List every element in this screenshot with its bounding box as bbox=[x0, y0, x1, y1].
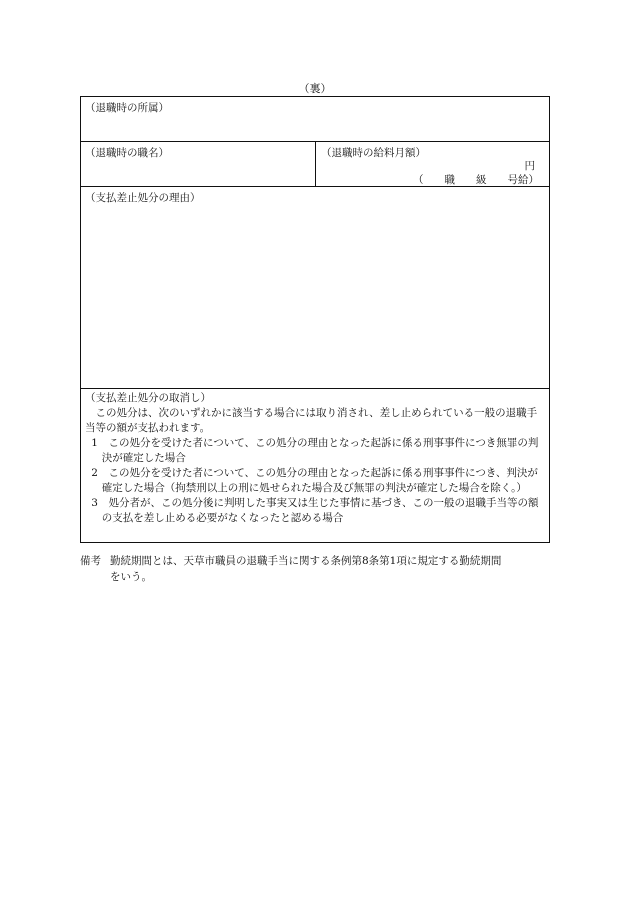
reason-row bbox=[81, 187, 549, 389]
grade-field: （ 職 級 号給） bbox=[413, 174, 539, 186]
column-divider bbox=[315, 142, 316, 186]
cancellation-item: 1 この処分を受けた者について、この処分の理由となった起訴に係る刑事事件につき無罪の判決が確定した場合 bbox=[91, 437, 539, 464]
cancellation-text bbox=[85, 391, 545, 526]
cancellation-label: （支払差止処分の取消し） bbox=[85, 392, 211, 404]
remarks-text-line2: をいう。 bbox=[110, 571, 152, 583]
salary-label: （退職時の給料月額） bbox=[321, 147, 426, 159]
position-label: （退職時の職名） bbox=[85, 147, 169, 159]
remarks-note bbox=[80, 553, 560, 585]
remarks-label: 備考 bbox=[80, 555, 101, 567]
remarks-text-line1: 勤続期間とは、天草市職員の退職手当に関する条例第8条第1項に規定する勤続期間 bbox=[110, 555, 502, 567]
affiliation-row bbox=[81, 97, 549, 142]
position-salary-row bbox=[81, 142, 549, 187]
page-side-label: （裏） bbox=[298, 82, 332, 95]
reason-label: （支払差止処分の理由） bbox=[85, 192, 201, 204]
yen-unit: 円 bbox=[524, 160, 535, 172]
cancellation-row bbox=[81, 389, 549, 542]
cancellation-intro: この処分は、次のいずれかに該当する場合には取り消され、差し止められている一般の退職手当等の額が支払われます。 bbox=[85, 407, 538, 434]
suspension-form bbox=[80, 96, 550, 543]
cancellation-item: 3 処分者が、この処分後に判明した事実又は生じた事情に基づき、この一般の退職手当等の額の支払を差し止める必要がなくなったと認める場合 bbox=[91, 497, 539, 524]
cancellation-item: 2 この処分を受けた者について、この処分の理由となった起訴に係る刑事事件につき、判決が確定した場合（拘禁刑以上の刑に処せられた場合及び無罪の判決が確定した場合を除く。） bbox=[91, 467, 538, 494]
affiliation-label: （退職時の所属） bbox=[85, 102, 169, 114]
